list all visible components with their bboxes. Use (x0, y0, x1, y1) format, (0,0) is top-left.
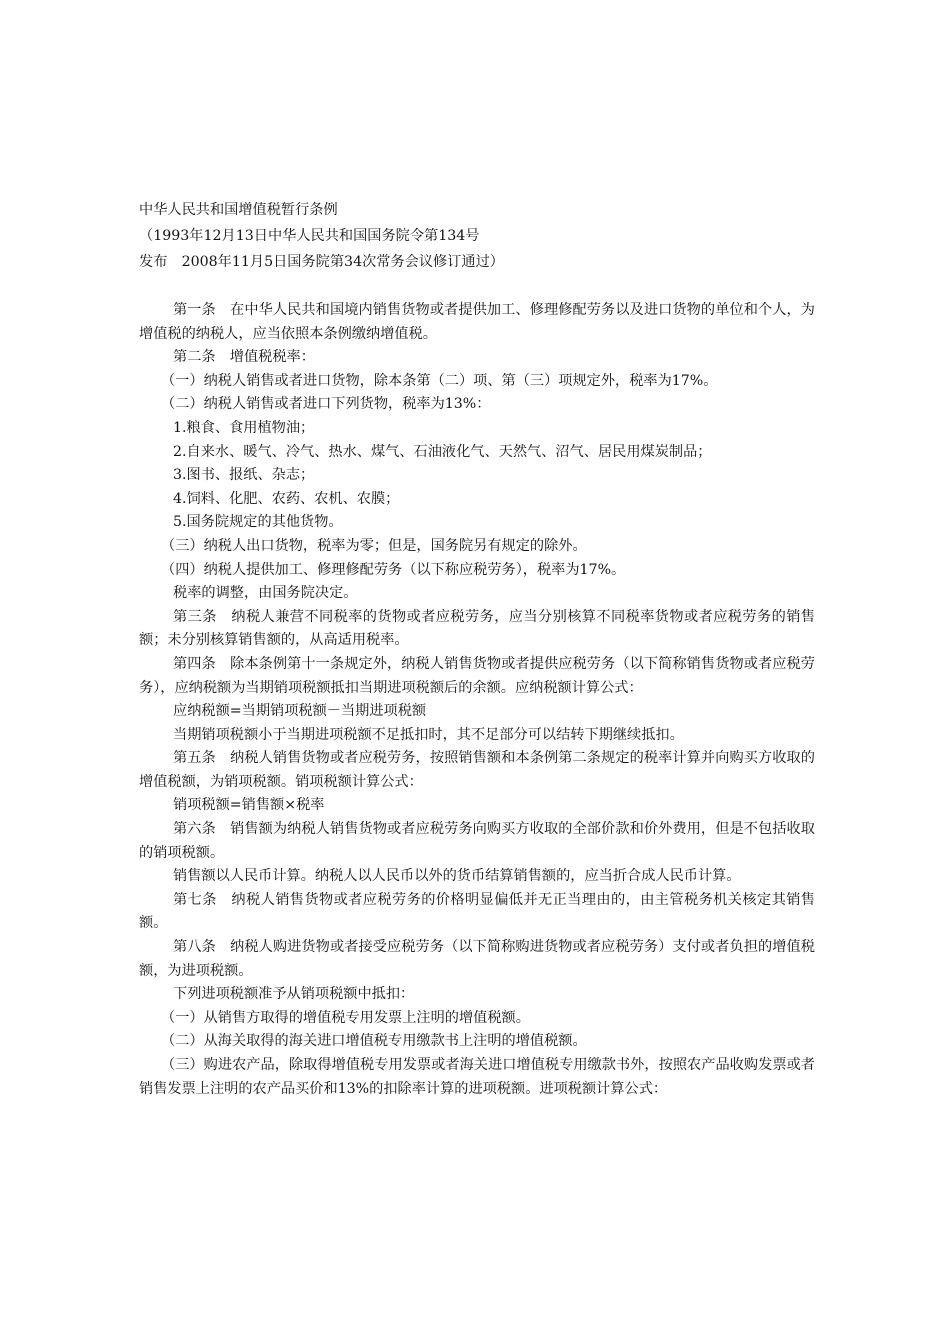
article-8-item-1: （一）从销售方取得的增值税专用发票上注明的增值税额。 (161, 1009, 530, 1026)
paragraph: 税率的调整，由国务院决定。 (173, 585, 358, 602)
article-4: 第四条 除本条例第十一条规定外，纳税人销售货物或者提供应税劳务（以下简称销售货物或者应税劳务），应纳税额为当期销项税额抵扣当期进项税额后的余额。应纳税额计算公式： (139, 655, 815, 696)
spacer (139, 275, 815, 299)
list-item: 4.饲料、化肥、农药、农机、农膜； (173, 490, 400, 507)
paragraph: 当期销项税额小于当期进项税额不足抵扣时，其不足部分可以结转下期继续抵扣。 (173, 726, 684, 743)
article-7: 第七条 纳税人销售货物或者应税劳务的价格明显偏低并无正当理由的，由主管税务机关核定其销售额。 (139, 891, 815, 932)
article-3: 第三条 纳税人兼营不同税率的货物或者应税劳务，应当分别核算不同税率货物或者应税劳务的销售额；未分别核算销售额的，从高适用税率。 (139, 608, 815, 649)
article-2-item-1: （一）纳税人销售或者进口货物，除本条第（二）项、第（三）项规定外，税率为17%。 (161, 372, 718, 389)
article-8: 第八条 纳税人购进货物或者接受应税劳务（以下简称购进货物或者应税劳务）支付或者负担的增值税额，为进项税额。 (139, 939, 815, 979)
article-2-item-4: （四）纳税人提供加工、修理修配劳务（以下称应税劳务），税率为17%。 (161, 561, 626, 578)
list-item: 3.图书、报纸、杂志； (173, 467, 315, 484)
formula: 应纳税额=当期销项税额－当期进项税额 (173, 703, 427, 720)
list-item: 5.国务院规定的其他货物。 (173, 514, 343, 531)
article-8-item-3: （三）购进农产品，除取得增值税专用发票或者海关进口增值税专用缴款书外，按照农产品收购发票或者销售发票上注明的农产品买价和13%的扣除率计算的进项税额。进项税额计算公式： (139, 1057, 815, 1097)
article-2-item-3: （三）纳税人出口货物，税率为零；但是，国务院另有规定的除外。 (161, 537, 587, 554)
article-5: 第五条 纳税人销售货物或者应税劳务，按照销售额和本条例第二条规定的税率计算并向购买方收取的增值税额，为销项税额。销项税额计算公式： (139, 750, 815, 790)
article-1: 第一条 在中华人民共和国境内销售货物或者提供加工、修理修配劳务以及进口货物的单位和个人，为增值税的纳税人，应当依照本条例缴纳增值税。 (139, 302, 815, 342)
document-meta-line-2: 发布 2008年11月5日国务院第34次常务会议修订通过） (139, 254, 504, 270)
list-item: 2.自来水、暖气、冷气、热水、煤气、石油液化气、天然气、沼气、居民用煤炭制品； (173, 443, 712, 460)
document-title: 中华人民共和国增值税暂行条例 (139, 202, 338, 218)
list-item: 1.粮食、食用植物油； (173, 419, 315, 436)
paragraph: 销售额以人民币计算。纳税人以人民币以外的货币结算销售额的，应当折合成人民币计算。 (173, 868, 741, 885)
article-6: 第六条 销售额为纳税人销售货物或者应税劳务向购买方收取的全部价款和价外费用，但是不包括收取的销项税额。 (139, 821, 815, 861)
document-page (139, 197, 815, 1101)
article-8-item-2: （二）从海关取得的海关进口增值税专用缴款书上注明的增值税额。 (161, 1033, 587, 1050)
formula: 销项税额=销售额×税率 (173, 797, 325, 814)
paragraph: 下列进项税额准予从销项税额中抵扣： (173, 986, 415, 1003)
article-2-item-2: （二）纳税人销售或者进口下列货物，税率为13%： (161, 396, 491, 413)
article-2: 第二条 增值税税率： (173, 349, 315, 366)
document-meta-line-1: （1993年12月13日中华人民共和国国务院令第134号 (139, 228, 480, 244)
